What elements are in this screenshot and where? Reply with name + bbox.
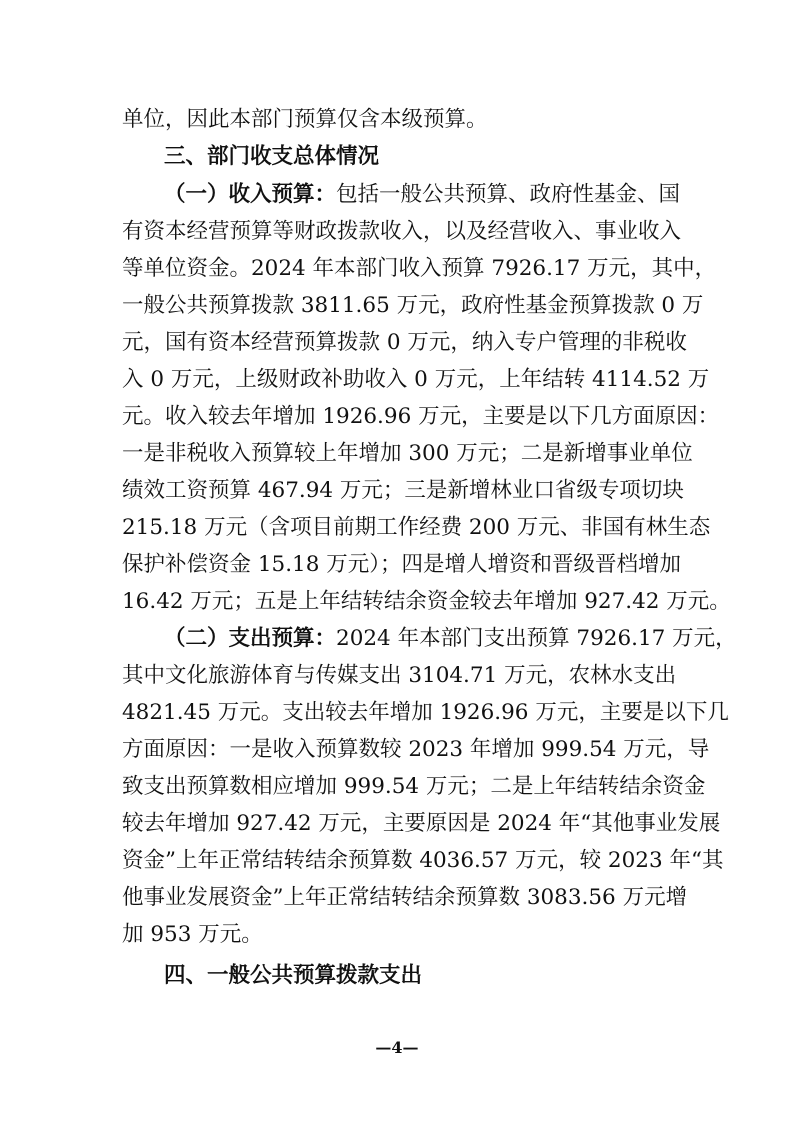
- paragraph-line: 元。收入较去年增加 1926.96 万元，主要是以下几方面原因：: [122, 404, 720, 429]
- paragraph-line: 入 0 万元，上级财政补助收入 0 万元，上年结转 4114.52 万: [122, 367, 710, 392]
- paragraph-line: 一般公共预算拨款 3811.65 万元，政府性基金预算拨款 0 万: [122, 293, 704, 318]
- paragraph-line: 16.42 万元；五是上年结转结余资金较去年增加 927.42 万元。: [122, 589, 731, 614]
- expense-text: 2024 年本部门支出预算 7926.17 万元，: [336, 626, 737, 651]
- expense-label: （二）支出预算：: [164, 626, 337, 651]
- paragraph-line: 他事业发展资金”上年正常结转结余预算数 3083.56 万元增: [122, 885, 688, 910]
- paragraph-line: 绩效工资预算 467.94 万元；三是新增林业口省级专项切块: [122, 478, 684, 503]
- paragraph-line: 元，国有资本经营预算拨款 0 万元，纳入专户管理的非税收: [122, 330, 687, 355]
- expense-paragraph-first-line: [164, 625, 737, 653]
- section-heading-3: 三、部门收支总体情况: [164, 144, 380, 169]
- paragraph-line: 其中文化旅游体育与传媒支出 3104.71 万元，农林水支出: [122, 663, 677, 688]
- paragraph-line: 资金”上年正常结转结余预算数 4036.57 万元，较 2023 年“其: [122, 848, 724, 873]
- income-text: 包括一般公共预算、政府性基金、国: [336, 182, 681, 207]
- section-heading-4: 四、一般公共预算拨款支出: [164, 963, 423, 988]
- income-paragraph-first-line: [164, 181, 681, 209]
- paragraph-line: 较去年增加 927.42 万元，主要原因是 2024 年“其他事业发展: [122, 811, 721, 836]
- paragraph-line: 致支出预算数相应增加 999.54 万元；二是上年结转结余资金: [122, 774, 706, 799]
- paragraph-line: 有资本经营预算等财政拨款收入，以及经营收入、事业收入: [122, 219, 682, 244]
- paragraph-line: 保护补偿资金 15.18 万元）；四是增人增资和晋级晋档增加: [122, 552, 681, 577]
- paragraph-line: 一是非税收入预算较上年增加 300 万元；二是新增事业单位: [122, 441, 693, 466]
- paragraph-line: 单位，因此本部门预算仅含本级预算。: [122, 107, 488, 132]
- paragraph-line: 加 953 万元。: [122, 922, 263, 947]
- paragraph-line: 方面原因：一是收入预算数较 2023 年增加 999.54 万元，导: [122, 737, 710, 762]
- paragraph-line: 4821.45 万元。支出较去年增加 1926.96 万元，主要是以下几: [122, 700, 729, 725]
- page-number: —4—: [375, 1038, 419, 1057]
- income-label: （一）收入预算：: [164, 182, 337, 207]
- paragraph-line: 215.18 万元（含项目前期工作经费 200 万元、非国有林生态: [122, 515, 711, 540]
- paragraph-line: 等单位资金。2024 年本部门收入预算 7926.17 万元，其中，: [122, 256, 717, 281]
